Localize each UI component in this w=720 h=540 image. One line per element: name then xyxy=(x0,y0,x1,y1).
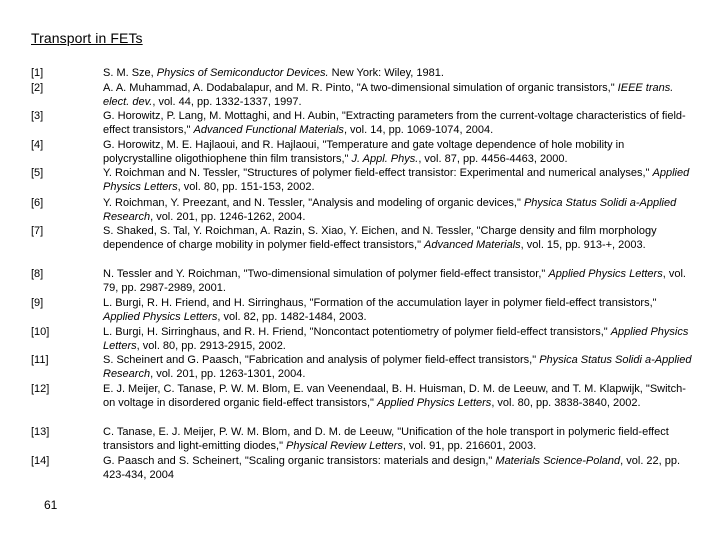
page-number: 61 xyxy=(44,498,58,512)
reference-source-title: Applied Physics Letters xyxy=(376,397,492,410)
reference-text-segment: , vol. 91, pp. 216601, 2003. xyxy=(402,440,537,453)
reference-text-segment: , vol. 201, pp. 1246-1262, 2004. xyxy=(150,211,306,224)
reference-number: [13] xyxy=(31,426,50,438)
reference-text xyxy=(103,196,695,225)
reference-number: [14] xyxy=(31,455,50,467)
reference-text xyxy=(103,267,695,296)
reference-source-title: Physics of Semiconductor Devices. xyxy=(156,67,329,79)
reference-source-title: IEEE trans. elect. dev. xyxy=(103,82,674,109)
reference-source-title: Applied Physics Letters xyxy=(103,311,218,324)
reference-text xyxy=(103,138,695,167)
reference-number: [6] xyxy=(31,197,44,209)
reference-text-segment: , vol. 22, pp. 423-434, 2004 xyxy=(103,455,681,482)
reference-text-segment: A. A. Muhammad, A. Dodabalapur, and M. R. Pinto, "A two-dimensional simulation of organic transistors," xyxy=(103,82,618,94)
reference-text-segment: S. Scheinert and G. Paasch, "Fabrication and analysis of polymer field-effect transistors," xyxy=(103,354,540,366)
reference-source-title: Advanced Functional Materials xyxy=(193,124,344,137)
reference-text xyxy=(103,353,695,382)
reference-number: [4] xyxy=(31,139,44,151)
reference-text xyxy=(103,81,695,110)
reference-number: [8] xyxy=(31,268,44,280)
reference-source-title: Physical Review Letters xyxy=(286,440,403,453)
reference-number: [10] xyxy=(31,326,50,338)
reference-text-segment: , vol. 201, pp. 1263-1301, 2004. xyxy=(150,368,306,381)
reference-text-segment: New York: Wiley, 1981. xyxy=(328,67,444,79)
reference-number: [7] xyxy=(31,225,44,237)
reference-text-segment: S. M. Sze, xyxy=(103,67,157,79)
reference-source-title: Applied Physics Letters xyxy=(103,326,689,353)
reference-text xyxy=(103,296,695,325)
reference-text xyxy=(103,224,695,253)
reference-text-segment: , vol. 82, pp. 1482-1484, 2003. xyxy=(217,311,367,324)
page-title: Transport in FETs xyxy=(31,30,143,46)
reference-text-segment: , vol. 80, pp. 3838-3840, 2002. xyxy=(491,397,641,410)
reference-text-segment: L. Burgi, H. Sirringhaus, and R. H. Friend, "Noncontact potentiometry of polymer field-effect transistors," xyxy=(103,326,611,338)
reference-source-title: Applied Physics Letters xyxy=(103,167,690,194)
reference-text xyxy=(103,66,695,80)
reference-text-segment: , vol. 87, pp. 4456-4463, 2000. xyxy=(418,153,568,166)
reference-number: [5] xyxy=(31,167,44,179)
reference-text-segment: , vol. 15, pp. 913-+, 2003. xyxy=(520,239,646,252)
reference-text-segment: , vol. 14, pp. 1069-1074, 2004. xyxy=(343,124,494,137)
reference-text xyxy=(103,325,695,354)
reference-text xyxy=(103,166,695,195)
reference-number: [1] xyxy=(31,67,44,79)
reference-text-segment: S. Shaked, S. Tal, Y. Roichman, A. Razin, S. Xiao, Y. Eichen, and N. Tessler, "Charge density and film morphology dependence of charge mobility in polymer field-effect transistors," xyxy=(103,225,657,252)
reference-text-segment: G. Horowitz, P. Lang, M. Mottaghi, and H. Aubin, "Extracting parameters from the current-voltage characteristics of field-effect transistors," xyxy=(103,110,686,137)
reference-text-segment: , vol. 80, pp. 151-153, 2002. xyxy=(177,181,315,194)
reference-text-segment: G. Horowitz, M. E. Hajlaoui, and R. Hajlaoui, "Temperature and gate voltage dependence of hole mobility in polycrystalline oligothiophene thin film transistors," xyxy=(103,139,625,166)
reference-text-segment: L. Burgi, R. H. Friend, and H. Sirringhaus, "Formation of the accumulation layer in polymer field-effect transistors," xyxy=(103,297,657,309)
reference-text-segment: , vol. 80, pp. 2913-2915, 2002. xyxy=(136,340,286,353)
reference-number: [9] xyxy=(31,297,44,309)
reference-text-segment: , vol. 44, pp. 1332-1337, 1997. xyxy=(152,96,302,109)
reference-text-segment: Y. Roichman, Y. Preezant, and N. Tessler, "Analysis and modeling of organic devices," xyxy=(103,197,524,209)
reference-text-segment: N. Tessler and Y. Roichman, "Two-dimensional simulation of polymer field-effect transistor," xyxy=(103,268,549,280)
reference-number: [12] xyxy=(31,383,50,395)
reference-text-segment: C. Tanase, E. J. Meijer, P. W. M. Blom, and D. M. de Leeuw, "Unification of the hole transport in polymeric field-effect transistors and light-emitting diodes," xyxy=(103,426,669,453)
reference-text xyxy=(103,382,695,411)
reference-number: [2] xyxy=(31,82,44,94)
reference-text-segment: E. J. Meijer, C. Tanase, P. W. M. Blom, E. van Veenendaal, B. H. Huisman, D. M. de Leeuw, and T. M. Klapwijk, "Switch-on voltage in disordered organic field-effect transistors," xyxy=(103,383,686,410)
reference-source-title: Physica Status Solidi a-Applied Research xyxy=(103,197,677,224)
reference-source-title: J. Appl. Phys. xyxy=(351,153,419,166)
reference-number: [11] xyxy=(31,354,49,366)
reference-source-title: Advanced Materials xyxy=(424,239,521,252)
reference-text xyxy=(103,454,695,483)
reference-text-segment: , vol. 79, pp. 2987-2989, 2001. xyxy=(103,268,686,295)
reference-text-segment: G. Paasch and S. Scheinert, "Scaling organic transistors: materials and design," xyxy=(103,455,496,467)
reference-text xyxy=(103,109,695,138)
reference-source-title: Physica Status Solidi a-Applied Research xyxy=(103,354,692,381)
reference-source-title: Materials Science-Poland xyxy=(495,455,621,467)
reference-text xyxy=(103,425,695,454)
reference-text-segment: Y. Roichman and N. Tessler, "Structures of polymer field-effect transistor: Experimental and numerical analyses," xyxy=(103,167,653,179)
reference-source-title: Applied Physics Letters xyxy=(548,268,663,280)
reference-number: [3] xyxy=(31,110,44,122)
